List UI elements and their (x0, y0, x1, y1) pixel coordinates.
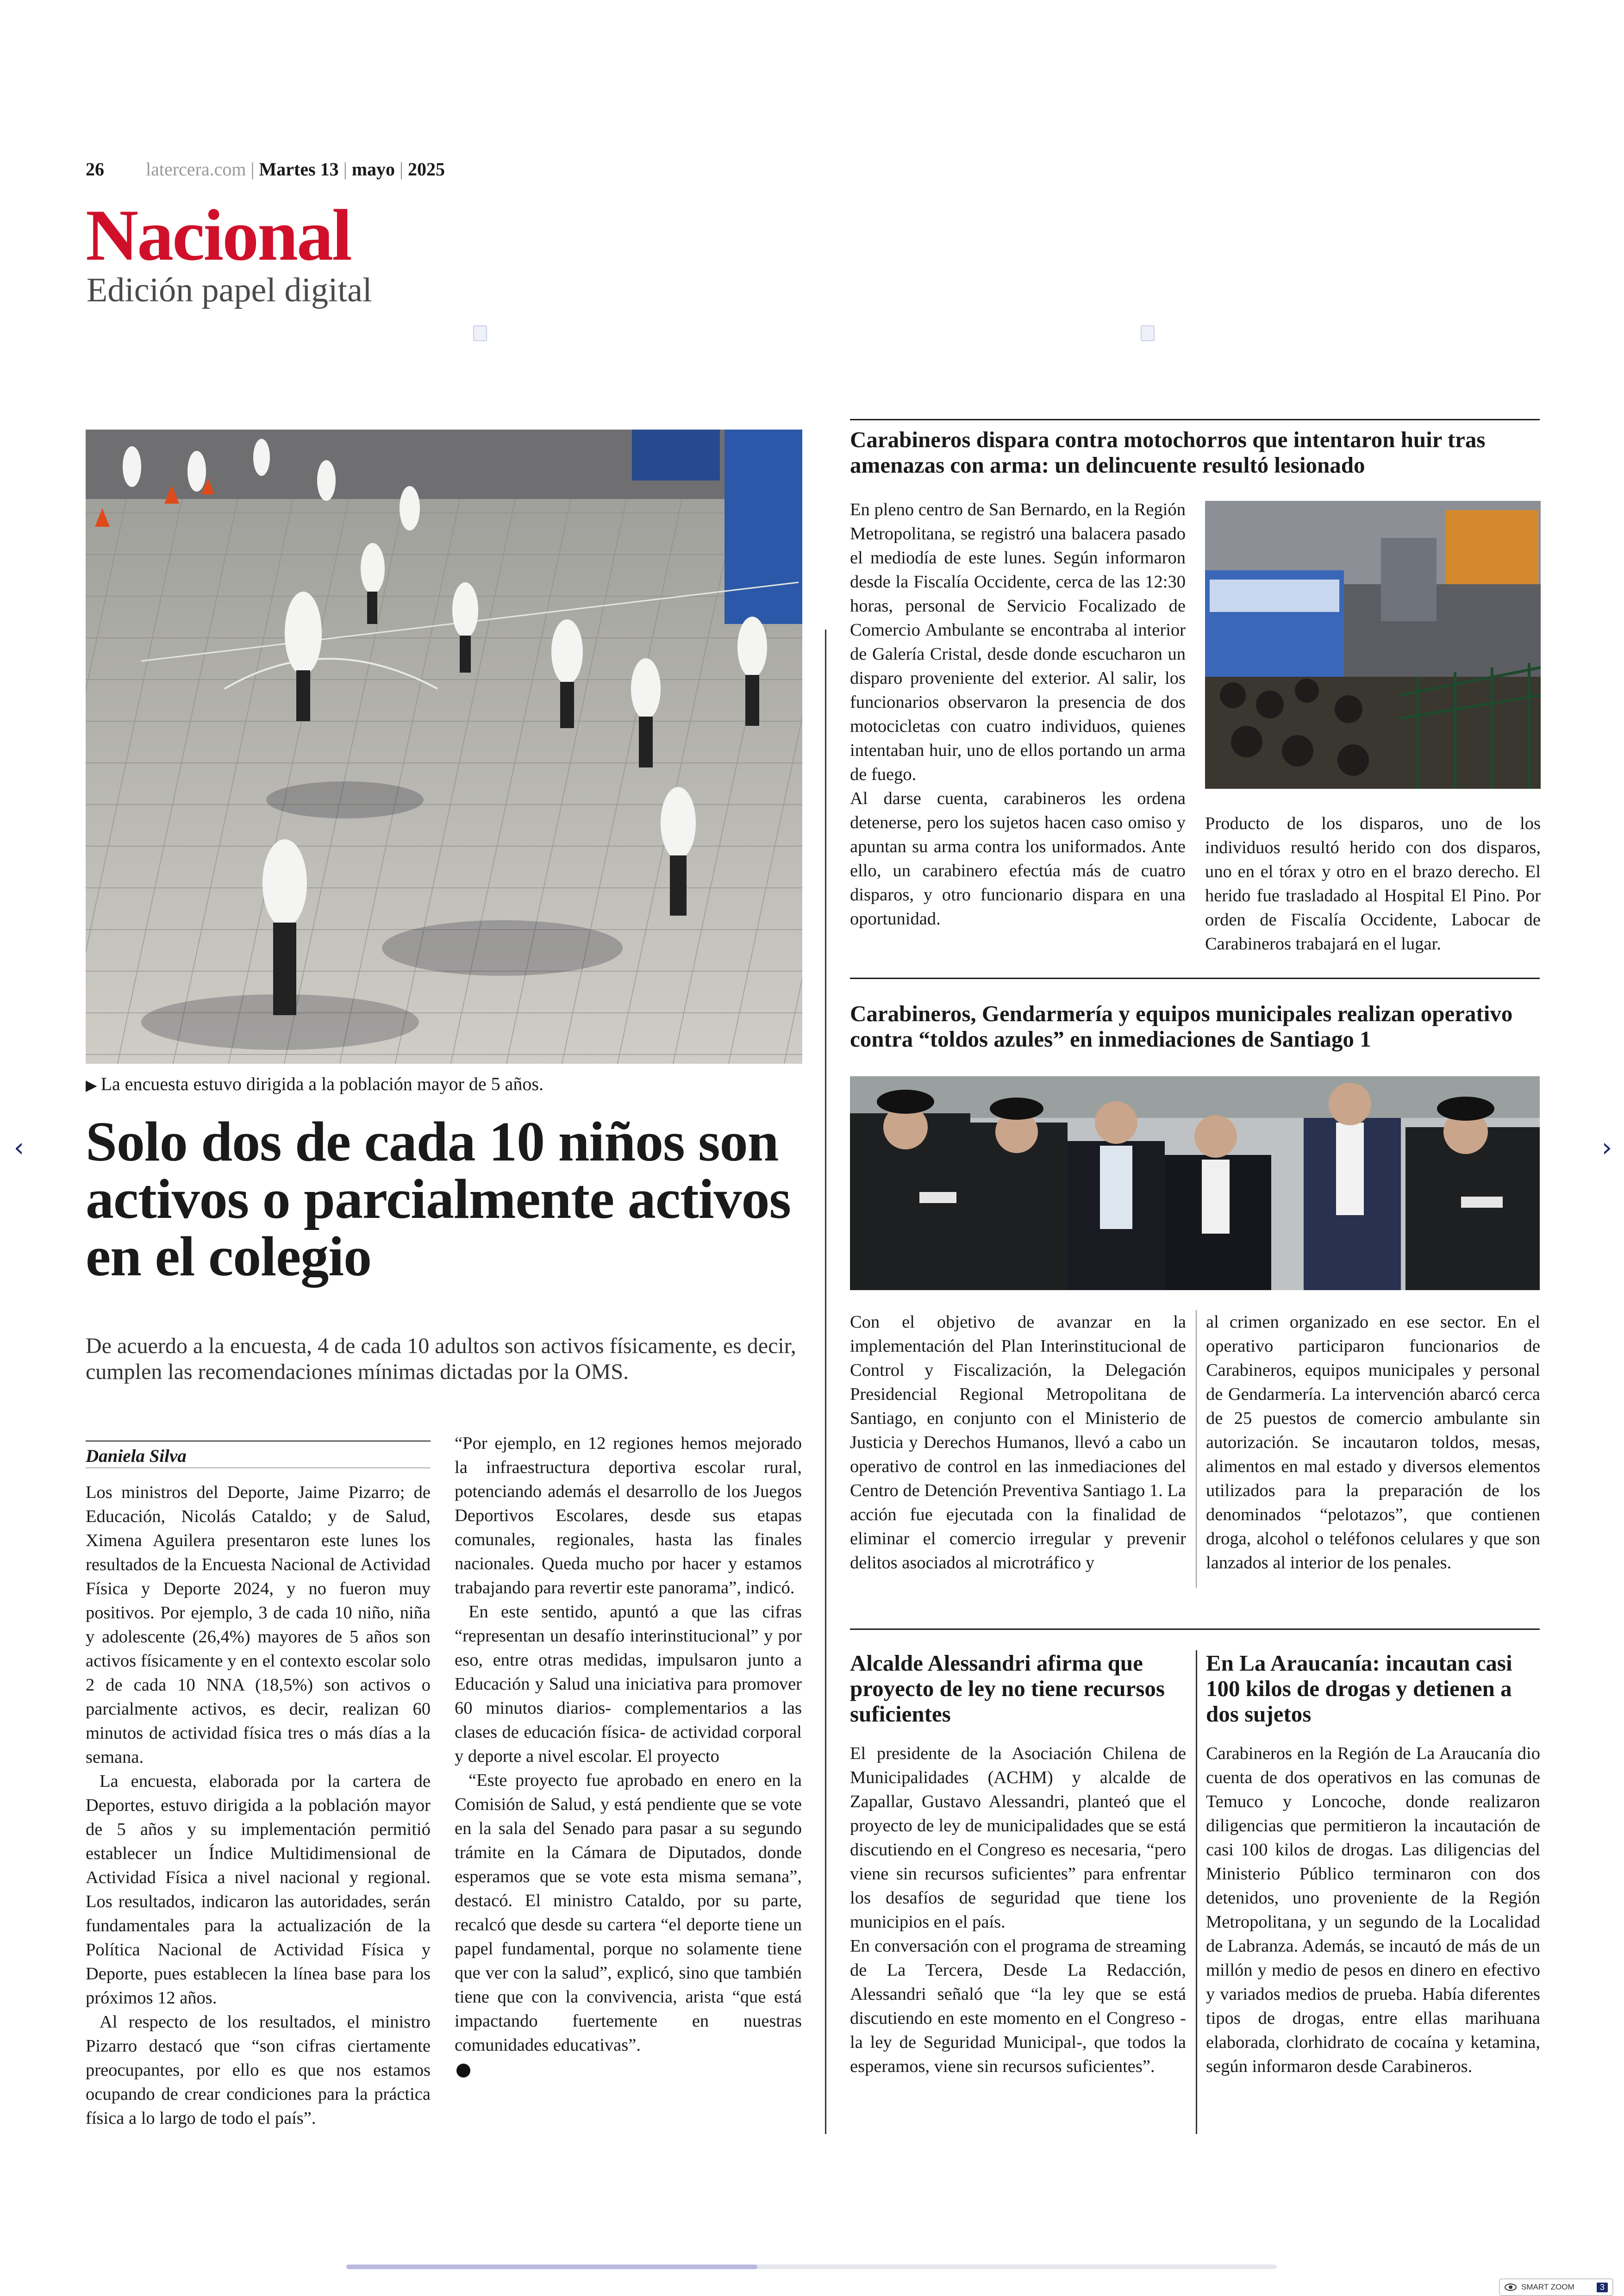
schoolyard-photo (86, 430, 802, 1064)
caption-arrow-icon: ▶ (86, 1077, 97, 1093)
photo-caption (86, 1073, 543, 1096)
paragraph: Carabineros en la Región de La Araucanía dio cuenta de dos operativos en las comunas de Temuco y Loncoche, donde realizaron diligencias que permitieron la incautación de casi 100 kilos de drogas. Las diligencias del Ministerio Público terminaron con dos detenidos, uno proveniente de la Región Metropolitana, y un segundo de la Localidad de Labranza. Además, se incautó de más de un millón y medio de pesos en dinero en efectivo y variados medios de prueba. Había diferentes tipos de drogas, entre ellas marihuana elaborada, clorhidrato de cocaína y ketamina, según informaron desde Carabineros. (1206, 1744, 1540, 2076)
paragraph: Con el objetivo de avanzar en la implementación del Plan Interinstitucional de Control y Fiscalización, la Delegación Presidencial Regional Metropolitana de Santiago, en conjunto con el Ministerio de Justicia y Derechos Humanos, llevó a cabo un operativo de control en las inmediaciones del Centro de Detención Preventiva Santiago 1. La acción fue ejecutada con la finalidad de eliminar el comercio irregular y prevenir delitos asociados al microtráfico y (850, 1312, 1186, 1572)
main-lead: De acuerdo a la encuesta, 4 de cada 10 adultos son activos físicamente, es decir, cumplen las recomendaciones mínimas dictadas por la OMS. (86, 1334, 796, 1384)
main-headline: Solo dos de cada 10 niños son activos o parcialmente activos en el colegio (86, 1111, 791, 1288)
toldos-column-1 (850, 1310, 1186, 1575)
paragraph: Producto de los disparos, uno de los individuos resultó herido con dos disparos, uno en el tórax y otro en el brazo derecho. El herido fue trasladado al Hospital El Pino. Por orden de Fiscalía Occidente, Labocar de Carabineros trabajará en el lugar. (1205, 814, 1541, 954)
page-number: 26 (86, 159, 104, 180)
section-title: Nacional (86, 195, 351, 276)
chevron-left-icon[interactable]: ‹ (13, 1133, 25, 1163)
smart-zoom-number: 3 (1597, 2283, 1608, 2292)
column-divider (1196, 1310, 1197, 1588)
shooting-photo (1205, 501, 1541, 789)
paragraph: La encuesta, elaborada por la cartera de Deportes, estuvo dirigida a la población mayor de 5 años y su implementación permitió establecer un Índice Multidimensional de Actividad Física a nivel nacional y regional. Los resultados, indicaron las autoridades, serán fundamentales para la actualización de la Política Nacional de Actividad Física y Deporte, pues establecen la línea base para los próximos 12 años. (86, 1772, 431, 2008)
paragraph: El presidente de la Asociación Chilena de Municipalidades (ACHM) y alcalde de Zapallar, Gustavo Alessandri, planteó que el proyecto de ley de municipalidades que se está discutiendo en el Congreso es necesaria, “pero viene sin recursos suficientes” para enfrentar los desafíos de seguridad que tiene los municipios en el país. (850, 1744, 1186, 1932)
alessandri-headline: Alcalde Alessandri afirma que proyecto de ley no tiene recursos suficientes (850, 1650, 1165, 1727)
site-name: latercera.com (146, 159, 246, 180)
section-subtitle: Edición papel digital (87, 271, 372, 309)
paragraph: En conversación con el programa de streaming de La Tercera, Desde La Redacción, Alessandri señaló que “la ley que se está discutiendo en este momento en el Congreso -la ley de Seguridad Municipal-, que todos la esperamos, viene sin recursos suficientes”. (850, 1936, 1186, 2076)
paragraph: “Este proyecto fue aprobado en enero en la Comisión de Salud, y está pendiente que se vote en la sala del Senado para pasar a su segundo trámite en la Cámara de Diputados, donde esperamos que se vote esta misma semana”, destacó. El ministro Cataldo, por su parte, recalcó que desde su cartera “el deporte tiene un papel fundamental, porque no solamente tiene que ver con la salud”, explicó, sino que también tiene que con la convivencia, arista “que está impactando fuertemente en nuestras comunidades educativas”. (455, 1771, 802, 2055)
main-column-2 (455, 1431, 802, 2081)
alessandri-body (850, 1741, 1186, 2078)
araucania-body (1206, 1741, 1540, 2078)
annotation-marker[interactable] (473, 325, 487, 341)
column-divider (825, 630, 826, 2134)
page-header: 26 latercera.com | Martes 13 | mayo | 2025 (86, 159, 445, 180)
toldos-photo (850, 1076, 1540, 1290)
page-progress-fill (346, 2265, 757, 2269)
chevron-right-icon[interactable]: › (1601, 1133, 1612, 1163)
paragraph: “Por ejemplo, en 12 regiones hemos mejorado la infraestructura deportiva escolar rural, potenciando además el desarrollo de los Juegos Deportivos Escolares, desde sus etapas comunales, regionales, hasta las finales nacionales. Queda mucho por hacer y estamos trabajando para revertir este panorama”, indicó. (455, 1434, 802, 1597)
article-rule (850, 419, 1540, 420)
article-rule (850, 978, 1540, 979)
smart-zoom-label: SMART ZOOM (1521, 2283, 1574, 2291)
photo-caption-text: La encuesta estuvo dirigida a la población mayor de 5 años. (100, 1073, 543, 1094)
issue-day: Martes 13 (259, 159, 339, 180)
column-divider (1196, 1650, 1197, 2134)
shooting-column-2 (1205, 811, 1541, 956)
paragraph: Al darse cuenta, carabineros les ordena detenerse, pero los sujetos hacen caso omiso y apuntan su arma contra los uniformados. Ante ello, un carabinero efectúa más de cuatro disparos, y otro funcionario dispara en una oportunidad. (850, 789, 1186, 929)
main-column-1 (86, 1480, 431, 2130)
byline-rule (86, 1467, 431, 1468)
eye-icon (1505, 2284, 1517, 2291)
end-mark-icon (456, 2064, 470, 2078)
smart-zoom-button[interactable] (1499, 2278, 1613, 2296)
annotation-marker[interactable] (1141, 325, 1155, 341)
paragraph: Los ministros del Deporte, Jaime Pizarro; de Educación, Nicolás Cataldo; y de Salud, Ximena Aguilera presentaron este lunes los resultados de la Encuesta Nacional de Actividad Física y Deporte 2024, y no fueron muy positivos. Por ejemplo, 3 de cada 10 niño, niña y adolescente (26,4%) mayores de 5 años son activos físicamente y en el contexto escolar solo 2 de cada 10 NNA (18,5%) son activos o parcialmente activos, es decir, realizan 60 minutos de actividad física tres o más días a la semana. (86, 1483, 431, 1767)
toldos-column-2 (1206, 1310, 1540, 1575)
paragraph: al crimen organizado en ese sector. En el operativo participaron funcionarios de Carabineros, equipos municipales y personal de Gendarmería. La intervención abarcó cerca de 25 puestos de comercio ambulante sin autorización. Se incautaron toldos, mesas, alimentos en mal estado y diversos elementos utilizados para la preparación de los denominados “pelotazos”, que contienen droga, alcohol o teléfonos celulares y que son lanzados al interior de los penales. (1206, 1312, 1540, 1572)
shooting-headline: Carabineros dispara contra motochorros que intentaron huir tras amenazas con arma: un delincuente resultó lesionado (850, 427, 1486, 478)
issue-year: 2025 (408, 159, 445, 180)
paragraph: En este sentido, apuntó a que las cifras “representan un desafío interinstitucional” y por eso, entre otras medidas, impulsaron junto a Educación y Salud una iniciativa para promover 60 minutos diarios- complementarios a las clases de educación física- de actividad corporal y deporte a nivel escolar. El proyecto (455, 1602, 802, 1766)
article-rule (850, 1628, 1540, 1630)
issue-month: mayo (351, 159, 395, 180)
toldos-headline: Carabineros, Gendarmería y equipos municipales realizan operativo contra “toldos azules” en inmediaciones de Santiago 1 (850, 1001, 1513, 1052)
paragraph: En pleno centro de San Bernardo, en la Región Metropolitana, se registró una balacera pasado el mediodía de este lunes. Según informaron desde la Fiscalía Occidente, cerca de las 12:30 horas, personal de Servicio Focalizado de Comercio Ambulante se encontraba al interior de Galería Cristal, desde donde escucharon un disparo proveniente del exterior. Al salir, los funcionarios observaron la presencia de dos motocicletas con cuatro individuos, quienes intentaban huir, uno de ellos portando un arma de fuego. (850, 500, 1186, 784)
shooting-column-1 (850, 498, 1186, 931)
byline: Daniela Silva (86, 1441, 431, 1467)
araucania-headline: En La Araucanía: incautan casi 100 kilos de drogas y detienen a dos sujetos (1206, 1650, 1512, 1727)
paragraph: Al respecto de los resultados, el ministro Pizarro destacó que “son cifras ciertamente preocupantes, por ello es que nos estamos ocupando de crear condiciones para la práctica física a lo largo de todo el país”. (86, 2012, 431, 2128)
